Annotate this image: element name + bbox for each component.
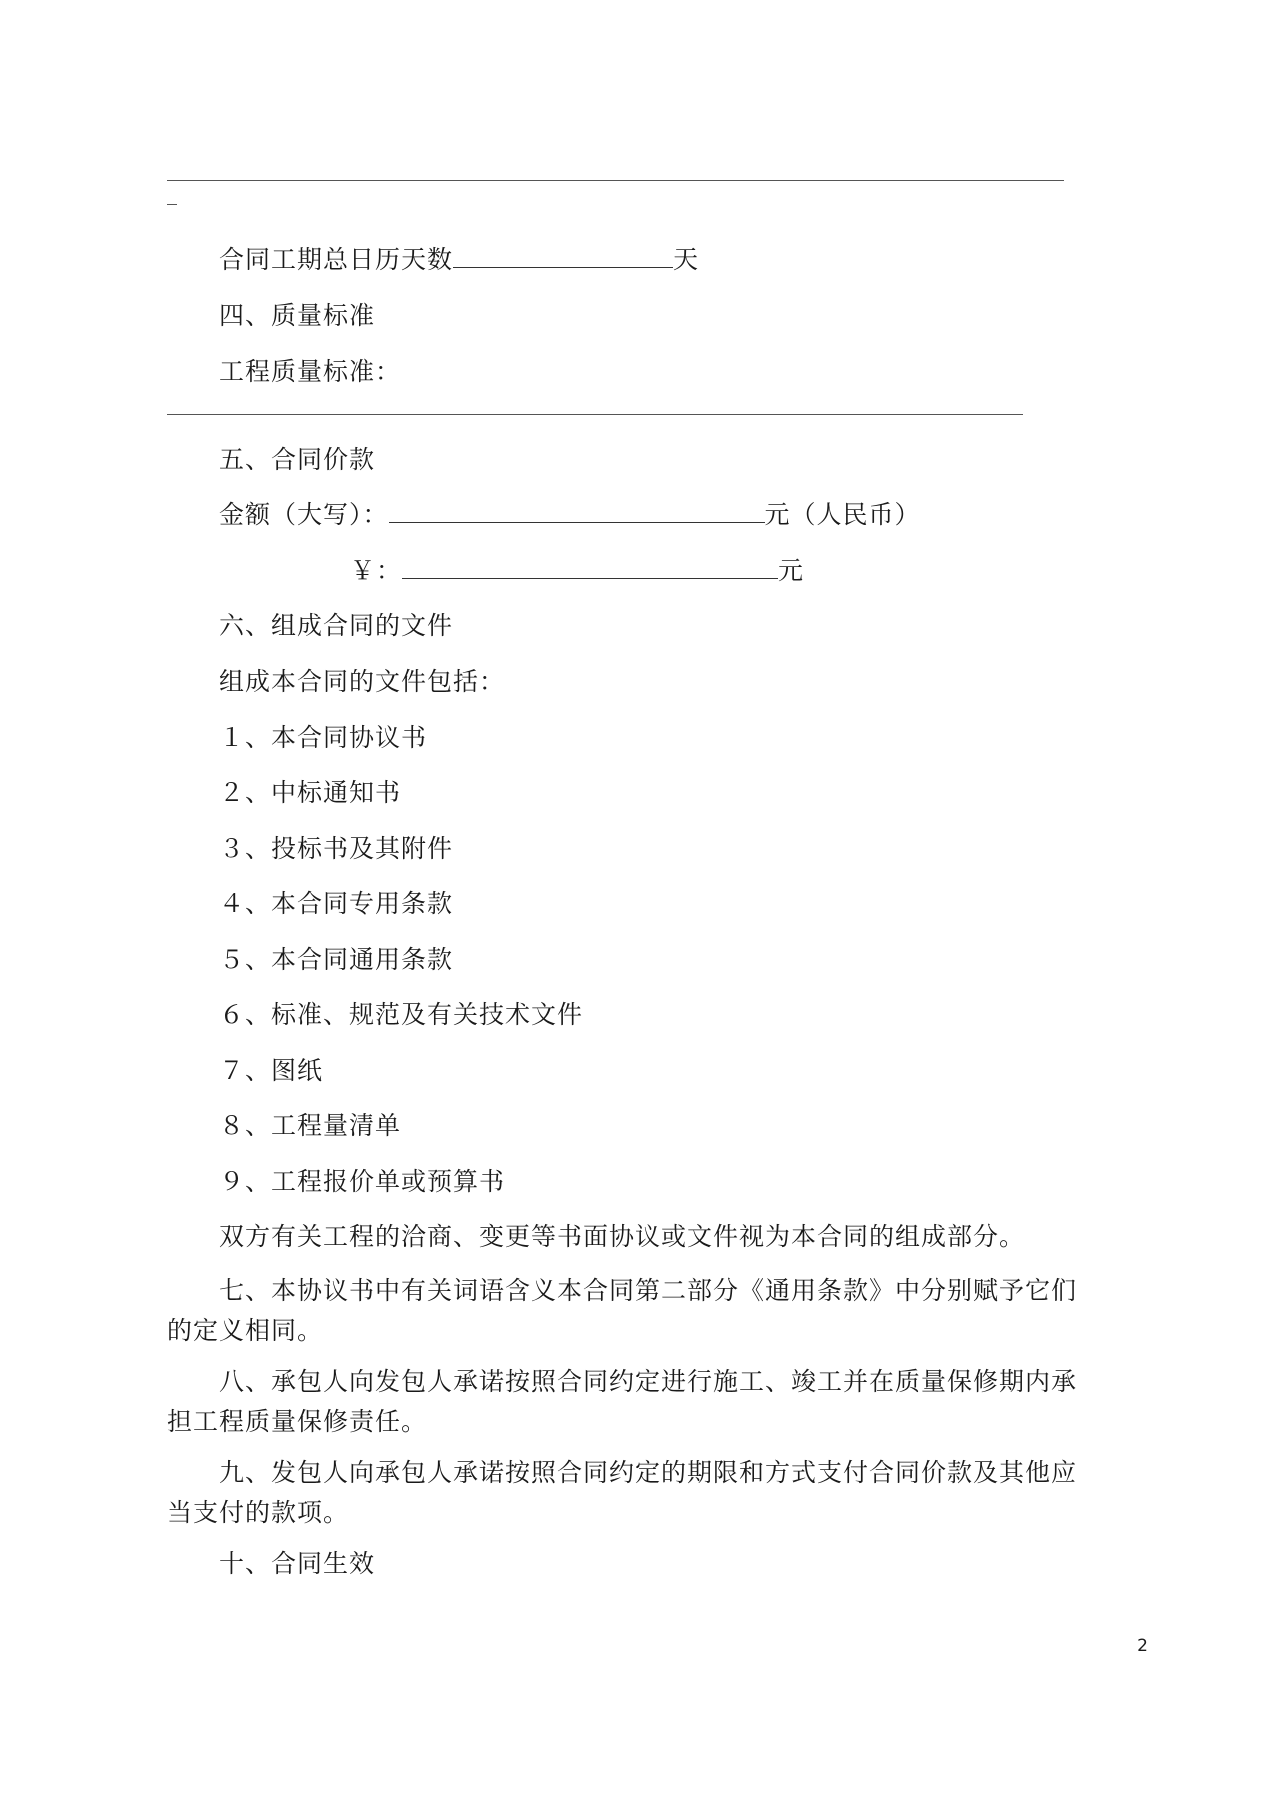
fill-in-line-continuation (167, 204, 177, 205)
amount-figures-suffix: 元 (778, 556, 805, 585)
amount-words-label: 金额（大写）： (219, 500, 389, 529)
duration-label: 合同工期总日历天数 (219, 245, 454, 274)
list-item: ９、工程报价单或预算书 (219, 1167, 506, 1196)
clause-10: 十、合同生效 (219, 1549, 376, 1578)
list-item: ４、本合同专用条款 (219, 889, 454, 918)
list-item: ７、图纸 (219, 1056, 324, 1085)
quality-heading: 四、质量标准 (219, 301, 376, 330)
docs-intro: 组成本合同的文件包括： (219, 667, 506, 696)
amount-figures-line (350, 557, 804, 585)
clause-9: 九、发包人向承包人承诺按照合同约定的期限和方式支付合同价款及其他应当支付的款项。 (167, 1458, 1078, 1527)
list-item: ３、投标书及其附件 (219, 834, 454, 863)
list-item: １、本合同协议书 (219, 723, 428, 752)
docs-heading: 六、组成合同的文件 (219, 611, 454, 640)
amount-words-line (219, 501, 921, 529)
fill-in-line-top (167, 180, 1064, 181)
amount-figures-blank (402, 560, 778, 579)
page-number: 2 (1137, 1636, 1148, 1656)
list-item: ２、中标通知书 (219, 778, 402, 807)
duration-line (219, 246, 699, 274)
amount-words-blank (389, 504, 765, 523)
clause-8: 八、承包人向发包人承诺按照合同约定进行施工、竣工并在质量保修期内承担工程质量保修责任。 (167, 1367, 1078, 1436)
list-item: ５、本合同通用条款 (219, 945, 454, 974)
amount-words-suffix: 元（人民币） (764, 500, 921, 529)
docs-note: 双方有关工程的洽商、变更等书面协议或文件视为本合同的组成部分。 (219, 1222, 1026, 1251)
price-heading: 五、合同价款 (219, 445, 376, 474)
amount-figures-label: ￥： (350, 556, 403, 585)
list-item: ６、标准、规范及有关技术文件 (219, 1000, 584, 1029)
duration-blank (453, 249, 673, 268)
quality-label: 工程质量标准： (219, 357, 402, 386)
list-item: ８、工程量清单 (219, 1111, 402, 1140)
quality-fill-in-line (167, 414, 1023, 415)
clause-7: 七、本协议书中有关词语含义本合同第二部分《通用条款》中分别赋予它们的定义相同。 (167, 1276, 1078, 1345)
duration-suffix: 天 (673, 245, 700, 274)
